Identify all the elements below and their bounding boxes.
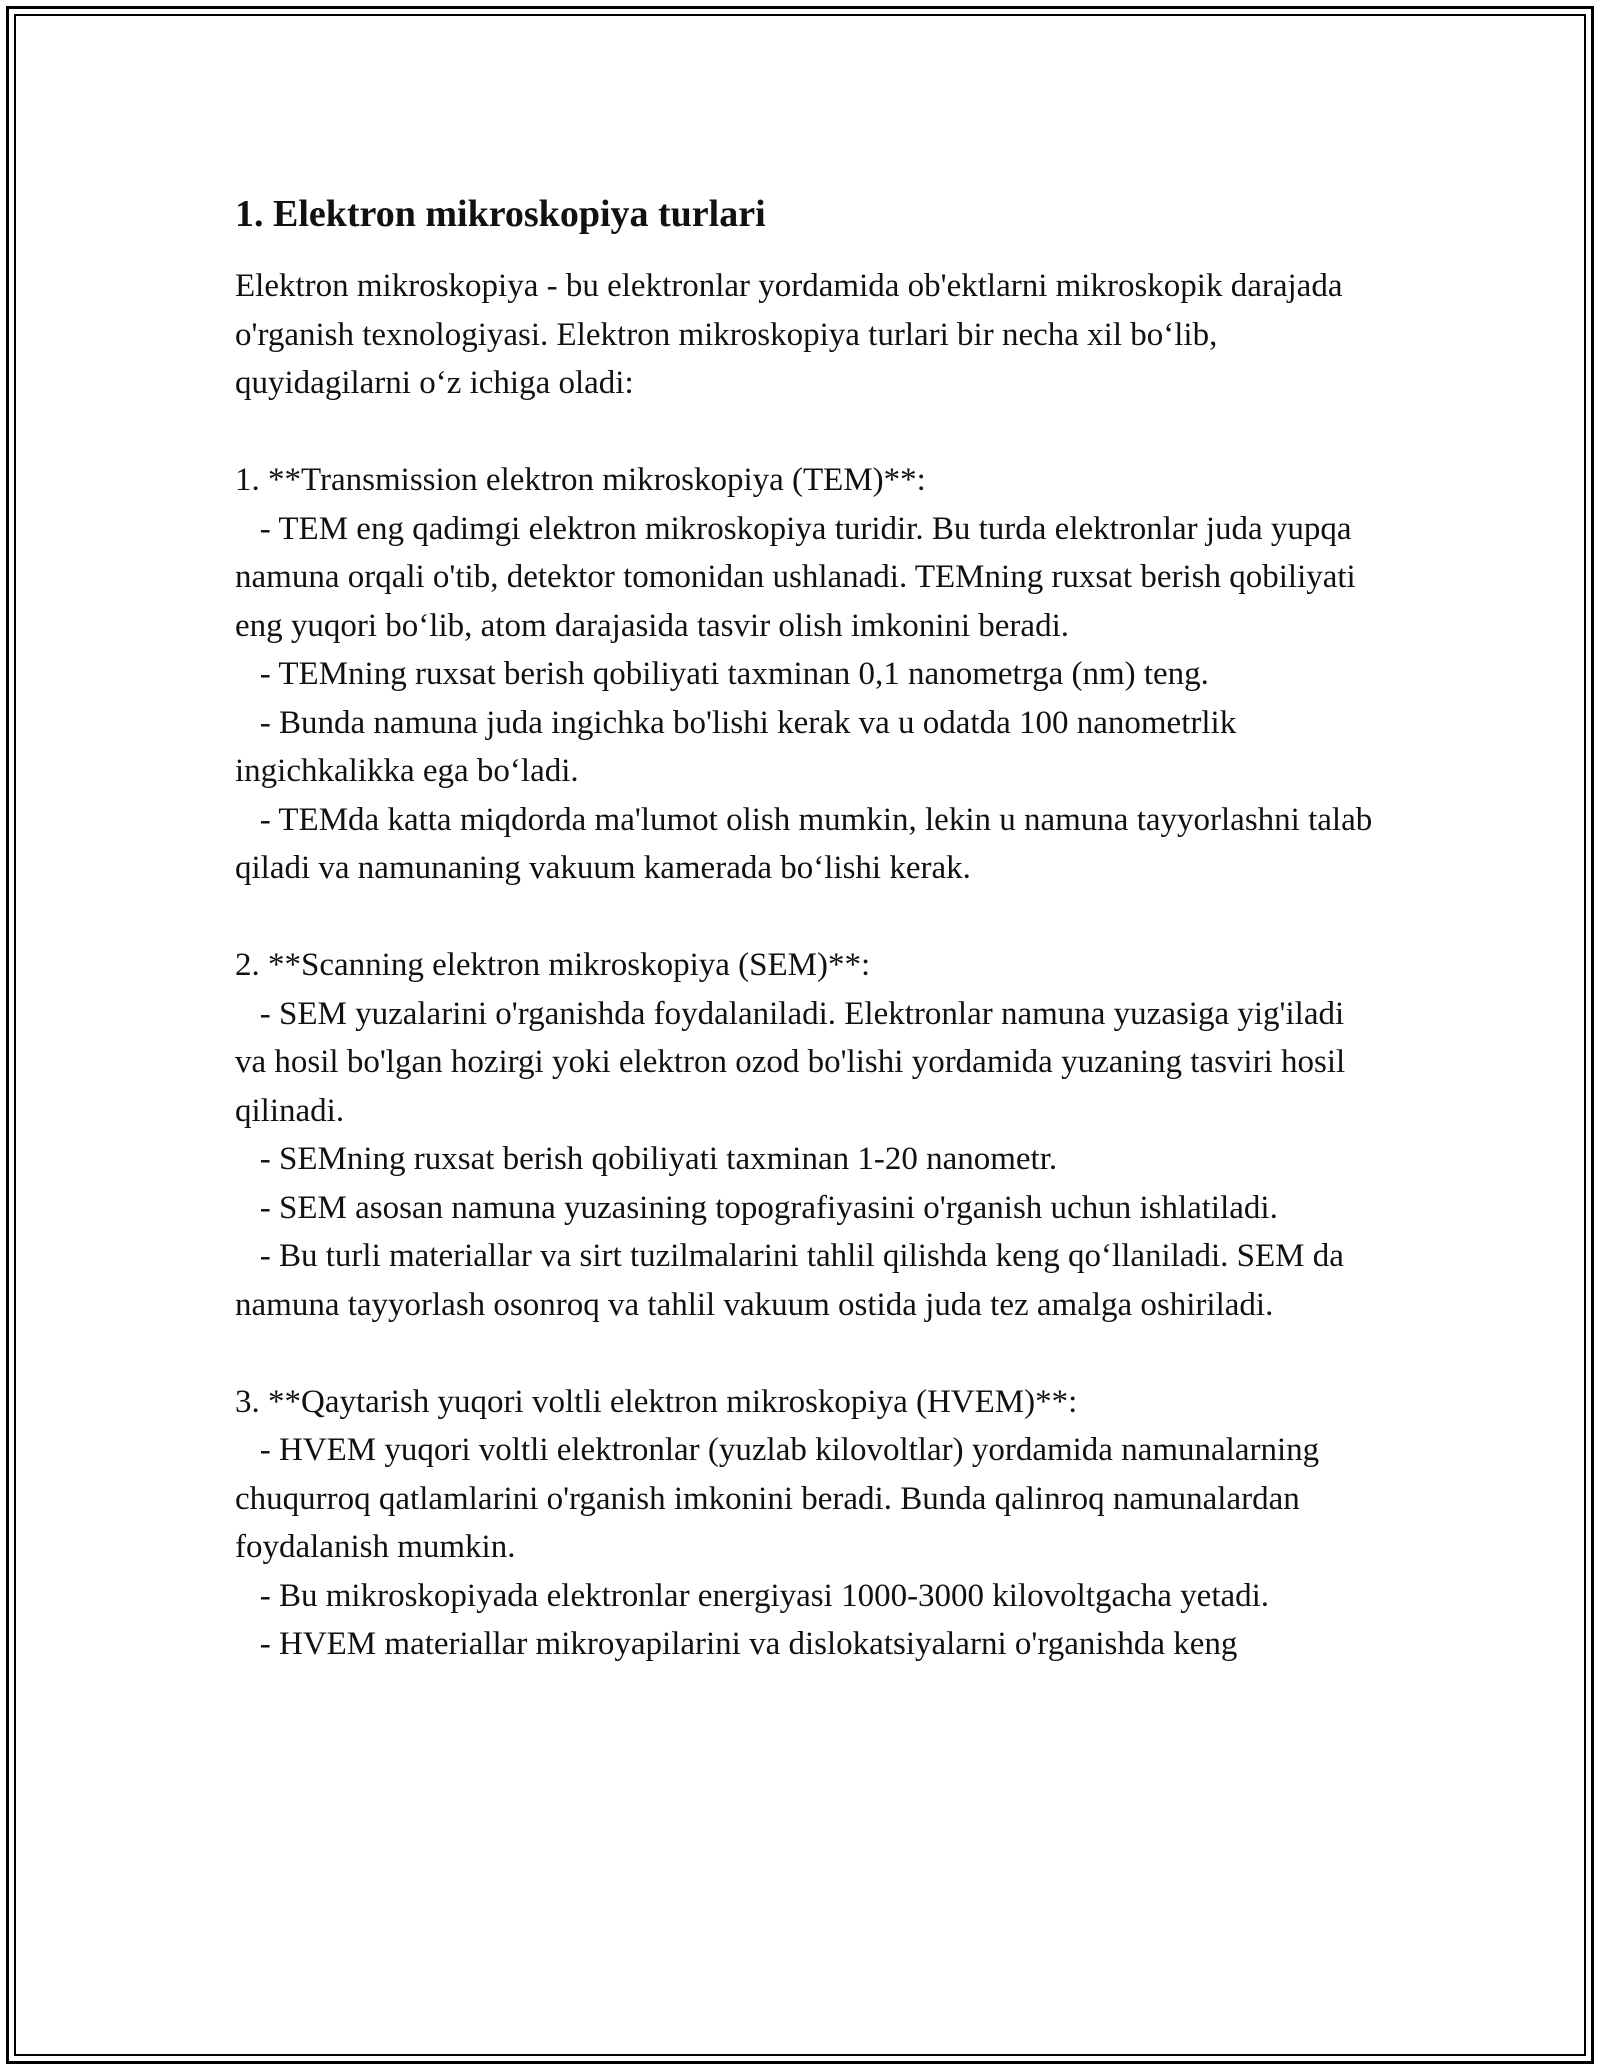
blank-line xyxy=(235,893,1375,942)
list-item: - TEMning ruxsat berish qobiliyati taxminan 0,1 nanometrga (nm) teng. xyxy=(235,656,1209,692)
list-item: - HVEM materiallar mikroyapilarini va dislokatsiyalarni o'rganishda keng xyxy=(235,1626,1238,1662)
list-item: - SEM yuzalarini o'rganishda foydalaniladi. Elektronlar namuna yuzasiga yig'iladi va hosil bo'lgan hozirgi yoki elektron ozod bo'lishi yordamida yuzaning tasviri hosil qilinadi. xyxy=(235,995,1354,1129)
list-item: - Bu turli materiallar va sirt tuzilmalarini tahlil qilishda keng qo‘llaniladi. SEM da namuna tayyorlash osonroq va tahlil vakuum ostida juda tez amalga oshiriladi. xyxy=(235,1238,1353,1323)
list-item: - Bunda namuna juda ingichka bo'lishi kerak va u odatda 100 nanometrlik ingichkalikka ega bo‘ladi. xyxy=(235,704,1245,789)
list-item: - HVEM yuqori voltli elektronlar (yuzlab kilovoltlar) yordamida namunalarning chuqurroq qatlamlarini o'rganish imkonini beradi. Bunda qalinroq namunalardan foydalanish mumkin. xyxy=(235,1432,1328,1565)
blank-line xyxy=(235,408,1375,457)
document-title: 1. Elektron mikroskopiya turlari xyxy=(235,193,766,235)
list-item: - SEM asosan namuna yuzasining topografiyasini o'rganish uchun ishlatiladi. xyxy=(235,1189,1278,1226)
list-item: - TEMda katta miqdorda ma'lumot olish mumkin, lekin u namuna tayyorlashni talab qiladi va namunaning vakuum kamerada bo‘lishi kerak. xyxy=(235,801,1381,886)
section-heading-sem: 2. **Scanning elektron mikroskopiya (SEM)**: xyxy=(235,947,871,983)
list-item: - TEM eng qadimgi elektron mikroskopiya turidir. Bu turda elektronlar juda yupqa namuna orqali o'tib, detektor tomonidan ushlanadi. TEMning ruxsat berish qobiliyati eng yuqori bo‘lib, atom darajasida tasvir olish imkonini beradi. xyxy=(235,510,1364,644)
blank-line xyxy=(235,1329,1375,1378)
section-heading-hvem: 3. **Qaytarish yuqori voltli elektron mikroskopiya (HVEM)**: xyxy=(235,1383,1078,1420)
document-body xyxy=(235,185,1381,1669)
list-item: - SEMning ruxsat berish qobiliyati taxminan 1-20 nanometr. xyxy=(235,1141,1058,1177)
list-item: - Bu mikroskopiyada elektronlar energiyasi 1000-3000 kilovoltgacha yetadi. xyxy=(235,1577,1270,1614)
section-heading-tem: 1. **Transmission elektron mikroskopiya (TEM)**: xyxy=(235,462,926,498)
intro-paragraph: Elektron mikroskopiya - bu elektronlar yordamida ob'ektlarni mikroskopik darajada o'rganish texnologiyasi. Elektron mikroskopiya turlari bir necha xil bo‘lib, quyidagilarni o‘z ichiga oladi: xyxy=(235,268,1351,401)
